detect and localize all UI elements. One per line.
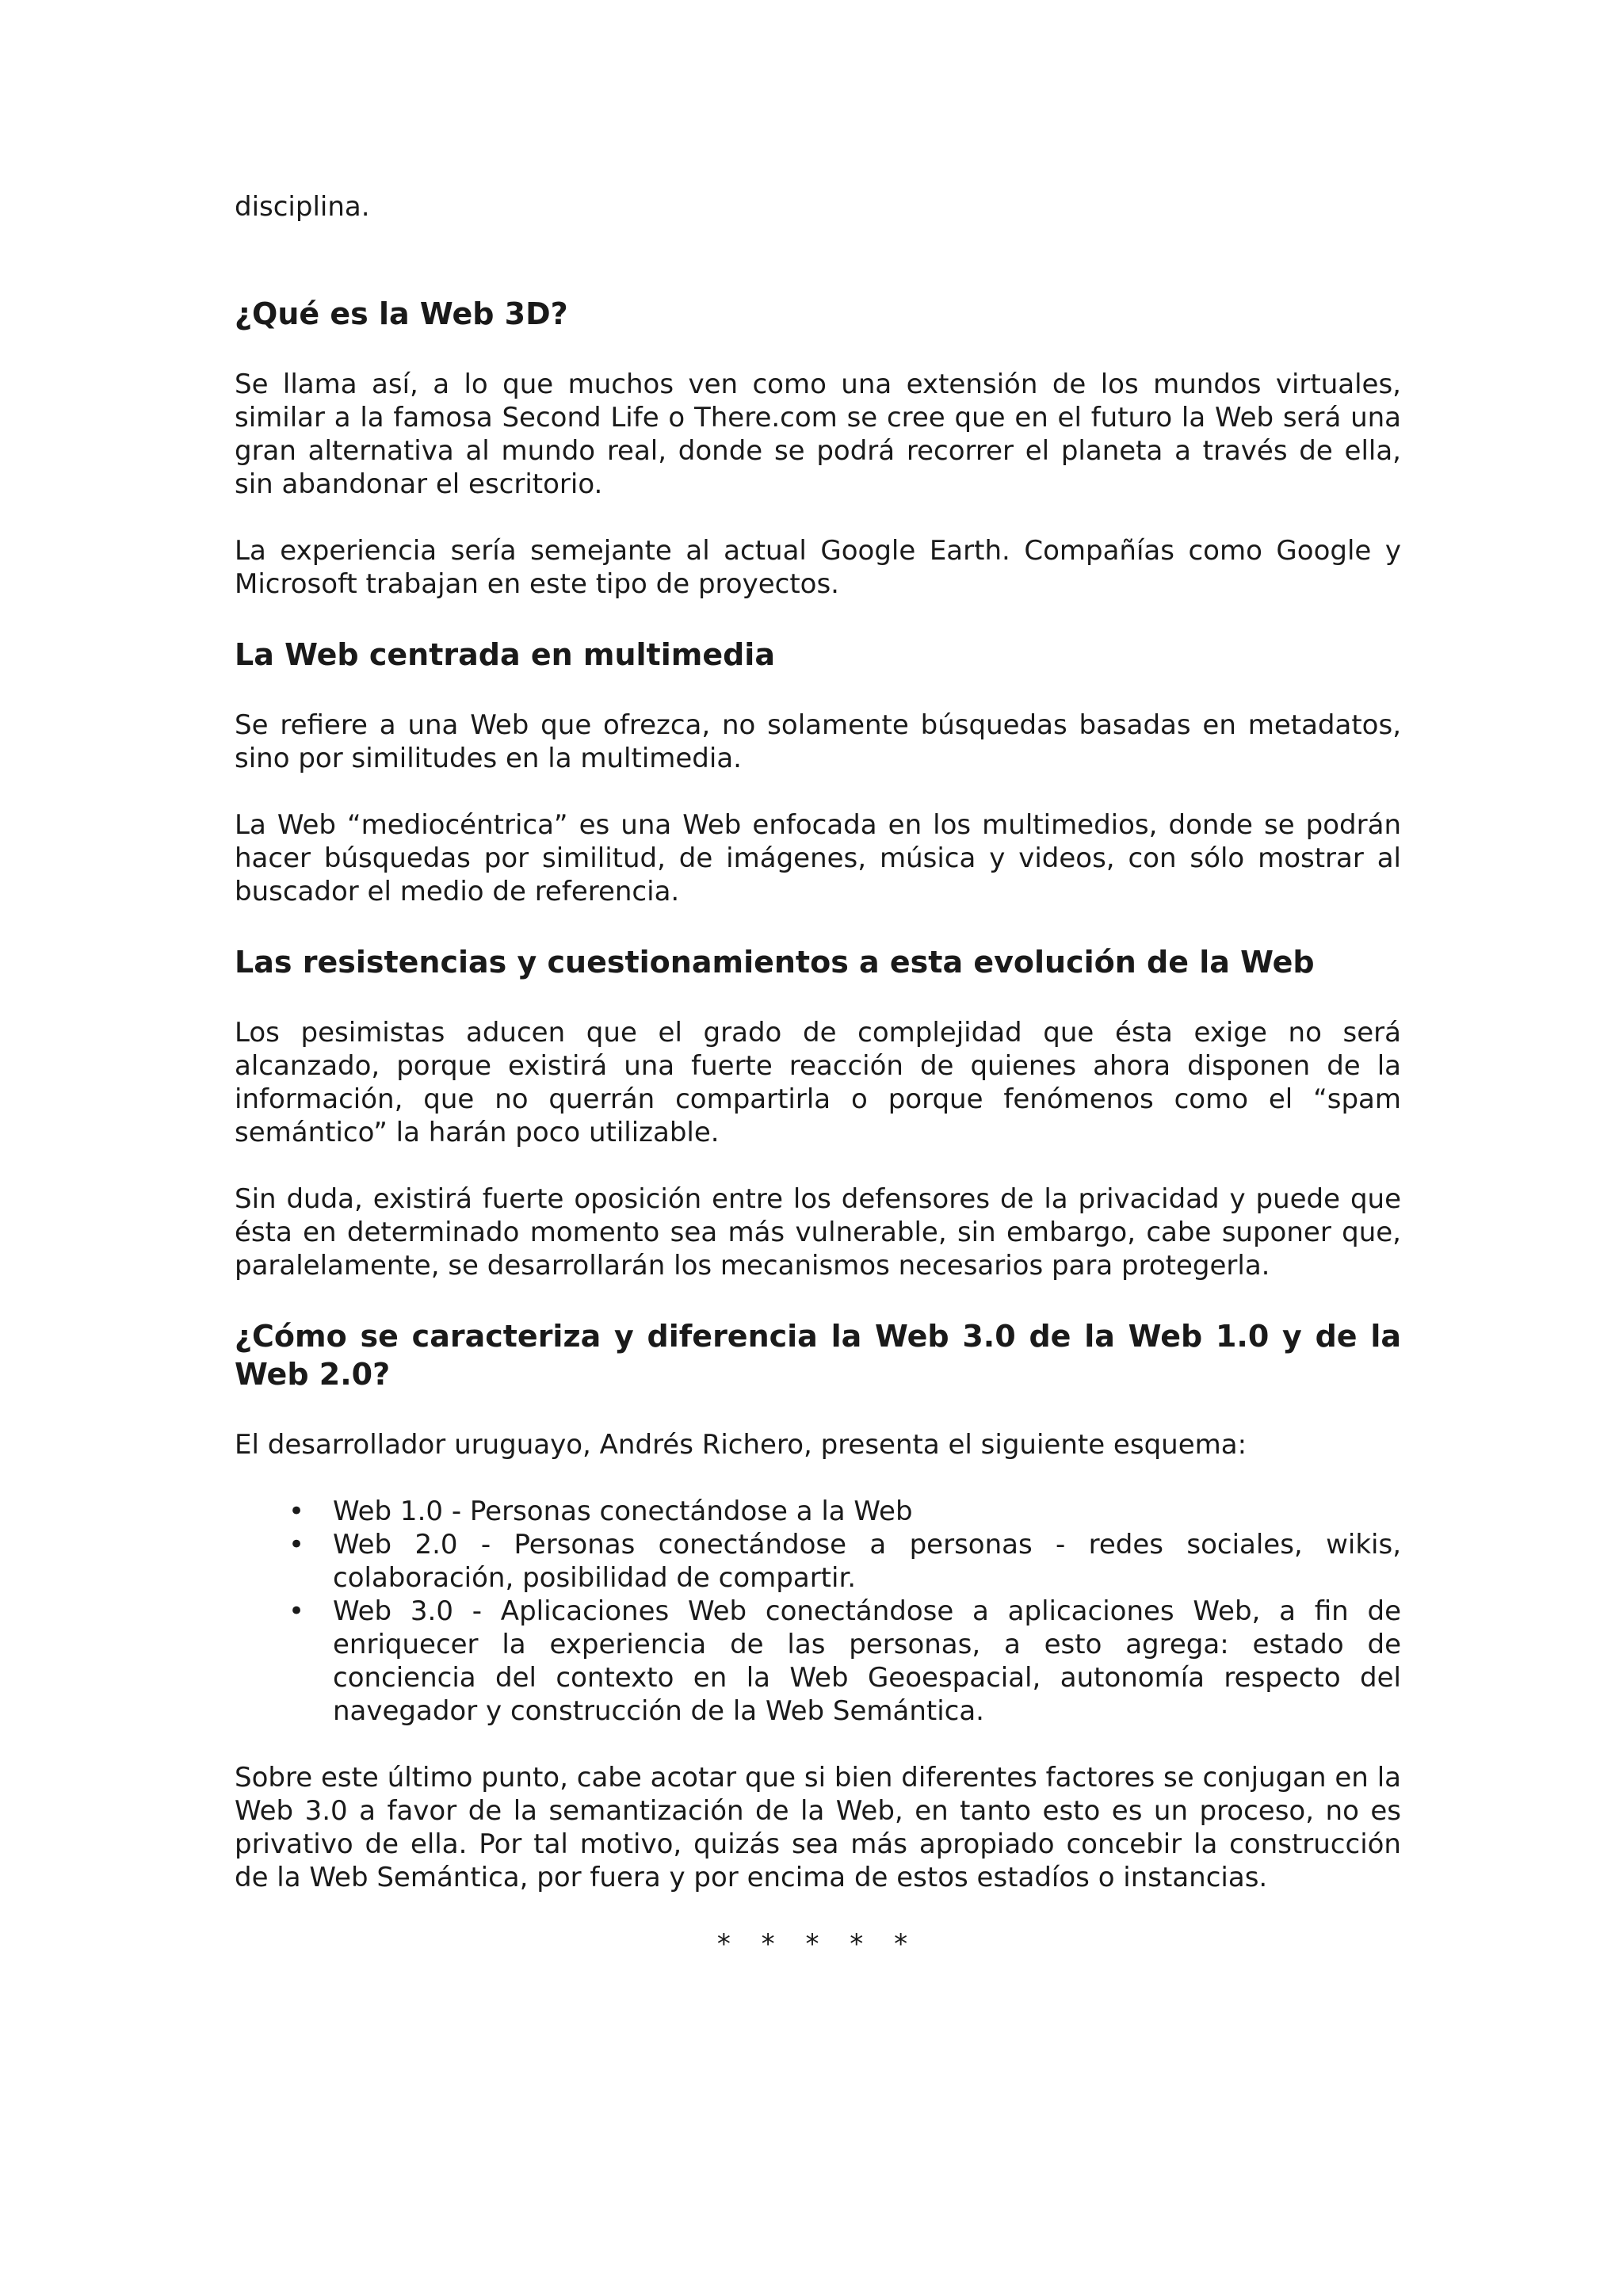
heading-resistencias: Las resistencias y cuestionamientos a esta evolución de la Web xyxy=(235,945,1315,980)
paragraph-closing: Sobre este último punto, cabe acotar que si bien diferentes factores se conjugan en la Web 3.0 a favor de la semantización de la Web, en tanto esto es un proceso, no es privativo de ella. Por tal motivo, quizás sea más apropiado concebir la construcción de la Web Semántica, por fuera y por encima de estos estadíos o instancias. xyxy=(235,1762,1401,1893)
bullet-icon: • xyxy=(288,1529,305,1561)
bullet-list xyxy=(235,1495,1401,1728)
document-body xyxy=(235,190,1401,1961)
heading-web-3d: ¿Qué es la Web 3D? xyxy=(235,296,568,331)
paragraph-multimedia-1: Se refiere a una Web que ofrezca, no solamente búsquedas basadas en metadatos, sino por similitudes en la multimedia. xyxy=(235,709,1401,774)
section-separator: * * * * * xyxy=(716,1928,919,1960)
bullet-icon: • xyxy=(288,1595,305,1627)
heading-web-multimedia: La Web centrada en multimedia xyxy=(235,637,775,672)
paragraph-web-3d-1: Se llama así, a lo que muchos ven como una extensión de los mundos virtuales, similar a la famosa Second Life o There.com se cree que en el futuro la Web será una gran alternativa al mundo real, donde se podrá recorrer el planeta a través de ella, sin abandonar el escritorio. xyxy=(235,369,1401,500)
list-item-text: Web 1.0 - Personas conectándose a la Web xyxy=(333,1496,913,1527)
list-item xyxy=(235,1595,1401,1728)
list-item-text: Web 2.0 - Personas conectándose a personas - redes sociales, wikis, colaboración, posibilidad de compartir. xyxy=(333,1529,1401,1594)
list-item-text: Web 3.0 - Aplicaciones Web conectándose a aplicaciones Web, a fin de enriquecer la experiencia de las personas, a esto agrega: estado de conciencia del contexto en la Web Geoespacial, autonomía respecto del navegador y construcción de la Web Semántica. xyxy=(333,1595,1401,1727)
list-item xyxy=(235,1495,1401,1528)
list-item xyxy=(235,1528,1401,1595)
bullet-icon: • xyxy=(288,1496,305,1527)
paragraph-web-3d-2: La experiencia sería semejante al actual Google Earth. Compañías como Google y Microsoft trabajan en este tipo de proyectos. xyxy=(235,535,1401,600)
paragraph-resistencias-1: Los pesimistas aducen que el grado de complejidad que ésta exige no será alcanzado, porque existirá una fuerte reacción de quienes ahora disponen de la información, que no querrán compartirla o porque fenómenos como el “spam semántico” la harán poco utilizable. xyxy=(235,1017,1401,1148)
heading-web-comparacion: ¿Cómo se caracteriza y diferencia la Web 3.0 de la Web 1.0 y de la Web 2.0? xyxy=(235,1319,1401,1392)
paragraph-resistencias-2: Sin duda, existirá fuerte oposición entre los defensores de la privacidad y puede que ésta en determinado momento sea más vulnerable, sin embargo, cabe suponer que, paralelamente, se desarrollarán los mecanismos necesarios para protegerla. xyxy=(235,1183,1401,1282)
paragraph-multimedia-2: La Web “mediocéntrica” es una Web enfocada en los multimedios, donde se podrán hacer búsquedas por similitud, de imágenes, música y videos, con sólo mostrar al buscador el medio de referencia. xyxy=(235,809,1401,907)
paragraph-intro-esquema: El desarrollador uruguayo, Andrés Richero, presenta el siguiente esquema: xyxy=(235,1429,1247,1461)
lead-fragment: disciplina. xyxy=(235,191,370,223)
